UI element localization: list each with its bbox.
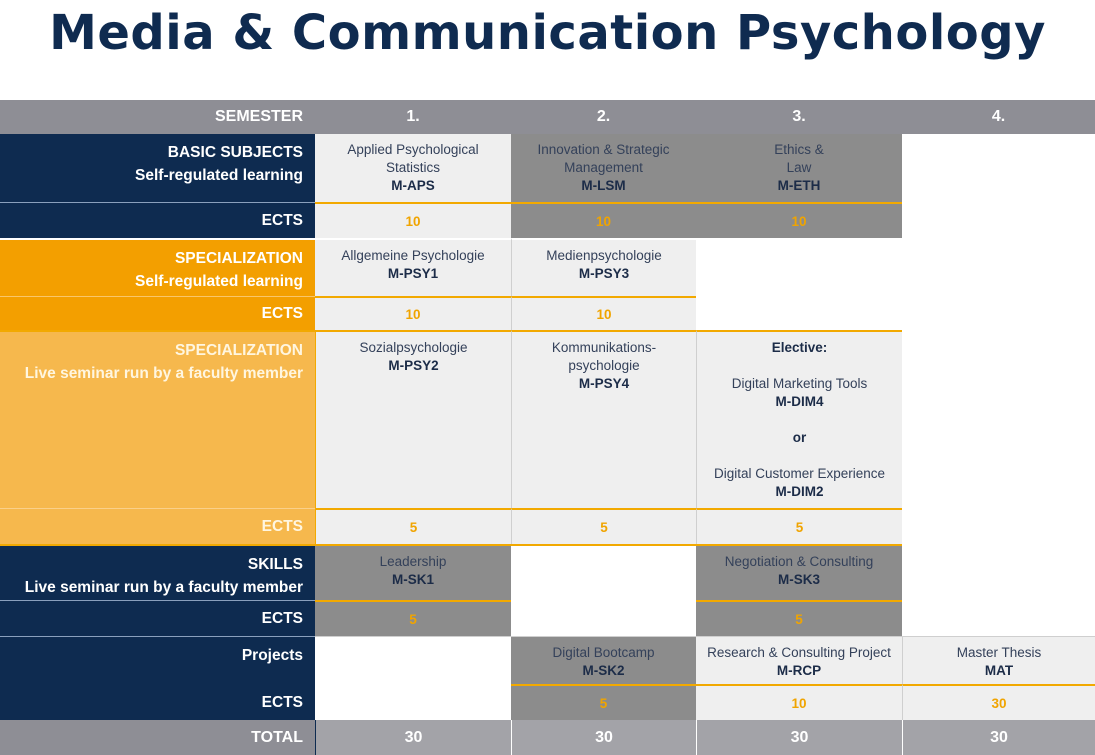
- specialization-live-label: [0, 330, 315, 508]
- total-value: 30: [696, 720, 902, 755]
- ects-value: 10: [511, 296, 696, 330]
- module-name: psychologie: [568, 358, 640, 373]
- basic-subjects-label: [0, 134, 315, 202]
- semester-1-header: 1.: [315, 100, 511, 134]
- ects-value: 5: [315, 508, 511, 544]
- semester-header-label: SEMESTER: [0, 100, 315, 134]
- page-title: Media & Communication Psychology: [49, 5, 1046, 61]
- module-name: Ethics &: [774, 142, 824, 157]
- module-name: Law: [786, 160, 812, 175]
- module-name: Digital Bootcamp: [552, 645, 655, 660]
- module-code: M-APS: [391, 178, 435, 193]
- module-code: M-LSM: [581, 178, 626, 193]
- module-allgemeine-psychologie: [315, 238, 511, 296]
- specialization-self-label: [0, 238, 315, 296]
- total-value: 30: [511, 720, 696, 755]
- module-name: Sozialpsychologie: [359, 340, 468, 355]
- module-name: Leadership: [379, 554, 447, 569]
- semester-2-header: 2.: [511, 100, 696, 134]
- skills-ects-label: ECTS: [0, 600, 315, 636]
- ects-value: 5: [511, 684, 696, 720]
- module-name: Kommunikations-: [551, 340, 657, 355]
- module-code: MAT: [984, 663, 1014, 678]
- module-kommunikationspsychologie: [511, 330, 696, 508]
- module-innovation-strategic-mgmt: [511, 134, 696, 202]
- ects-value: 10: [696, 684, 902, 720]
- module-name: Negotiation & Consulting: [724, 554, 874, 569]
- ects-value: 5: [696, 600, 902, 636]
- module-digital-bootcamp: [511, 636, 696, 684]
- module-code: M-PSY2: [388, 358, 439, 373]
- skills-subtitle: Live seminar run by a faculty member: [24, 579, 303, 596]
- module-name: Statistics: [385, 160, 440, 175]
- specialization-live-ects-label: ECTS: [0, 508, 315, 544]
- total-value: 30: [902, 720, 1095, 755]
- specialization-title: SPECIALIZATION: [174, 250, 303, 267]
- skills-label: [0, 544, 315, 600]
- module-research-consulting: [696, 636, 902, 684]
- skills-title: SKILLS: [247, 556, 303, 573]
- specialization-self-ects-label: ECTS: [0, 296, 315, 330]
- ects-value: 10: [511, 202, 696, 238]
- basic-subjects-subtitle: Self-regulated learning: [135, 167, 303, 184]
- module-name: Master Thesis: [956, 645, 1042, 660]
- module-name: Management: [564, 160, 643, 175]
- ects-value: 5: [315, 600, 511, 636]
- elective-option-2: Digital Customer Experience: [713, 466, 886, 481]
- module-code: M-PSY4: [578, 376, 630, 391]
- ects-value: 10: [315, 202, 511, 238]
- total-value: 30: [315, 720, 511, 755]
- module-name: Research & Consulting Project: [707, 645, 891, 660]
- projects-ects-label: ECTS: [0, 684, 315, 720]
- semester-4-header: 4.: [902, 100, 1095, 134]
- module-leadership: [315, 544, 511, 600]
- empty-cell: [315, 636, 511, 720]
- module-master-thesis: [902, 636, 1095, 684]
- specialization-title: SPECIALIZATION: [174, 342, 303, 359]
- module-code: M-PSY3: [578, 266, 630, 281]
- module-code: M-SK3: [777, 572, 820, 587]
- projects-label: [0, 636, 315, 684]
- ects-value: 30: [902, 684, 1095, 720]
- specialization-subtitle: Self-regulated learning: [135, 273, 303, 290]
- basic-subjects-title: BASIC SUBJECTS: [167, 144, 303, 161]
- module-medienpsychologie: [511, 238, 696, 296]
- ects-value: 10: [315, 296, 511, 330]
- specialization-subtitle: Live seminar run by a faculty member: [24, 365, 303, 382]
- elective-heading: Elective:: [771, 340, 828, 355]
- ects-value: 5: [696, 508, 902, 544]
- basic-ects-label: ECTS: [0, 202, 315, 238]
- semester-3-header: 3.: [696, 100, 902, 134]
- ects-value: 10: [696, 202, 902, 238]
- total-label: TOTAL: [0, 720, 315, 755]
- elective-option-1: Digital Marketing Tools: [731, 376, 868, 391]
- module-ethics-law: [696, 134, 902, 202]
- module-code: M-RCP: [776, 663, 822, 678]
- projects-title: Projects: [241, 647, 303, 664]
- module-negotiation-consulting: [696, 544, 902, 600]
- empty-cell: [511, 544, 696, 636]
- elective-code-1: M-DIM4: [775, 394, 824, 409]
- module-code: M-SK2: [582, 663, 625, 678]
- module-code: M-ETH: [777, 178, 821, 193]
- ects-value: 5: [511, 508, 696, 544]
- module-code: M-PSY1: [387, 266, 439, 281]
- elective-code-2: M-DIM2: [775, 484, 824, 499]
- module-applied-psych-stats: [315, 134, 511, 202]
- elective-or: or: [792, 430, 807, 445]
- module-name: Medienpsychologie: [546, 248, 662, 263]
- module-name: Allgemeine Psychologie: [341, 248, 485, 263]
- module-elective: [696, 330, 902, 508]
- module-sozialpsychologie: [315, 330, 511, 508]
- module-name: Innovation & Strategic: [537, 142, 670, 157]
- module-code: M-SK1: [391, 572, 434, 587]
- module-name: Applied Psychological: [347, 142, 479, 157]
